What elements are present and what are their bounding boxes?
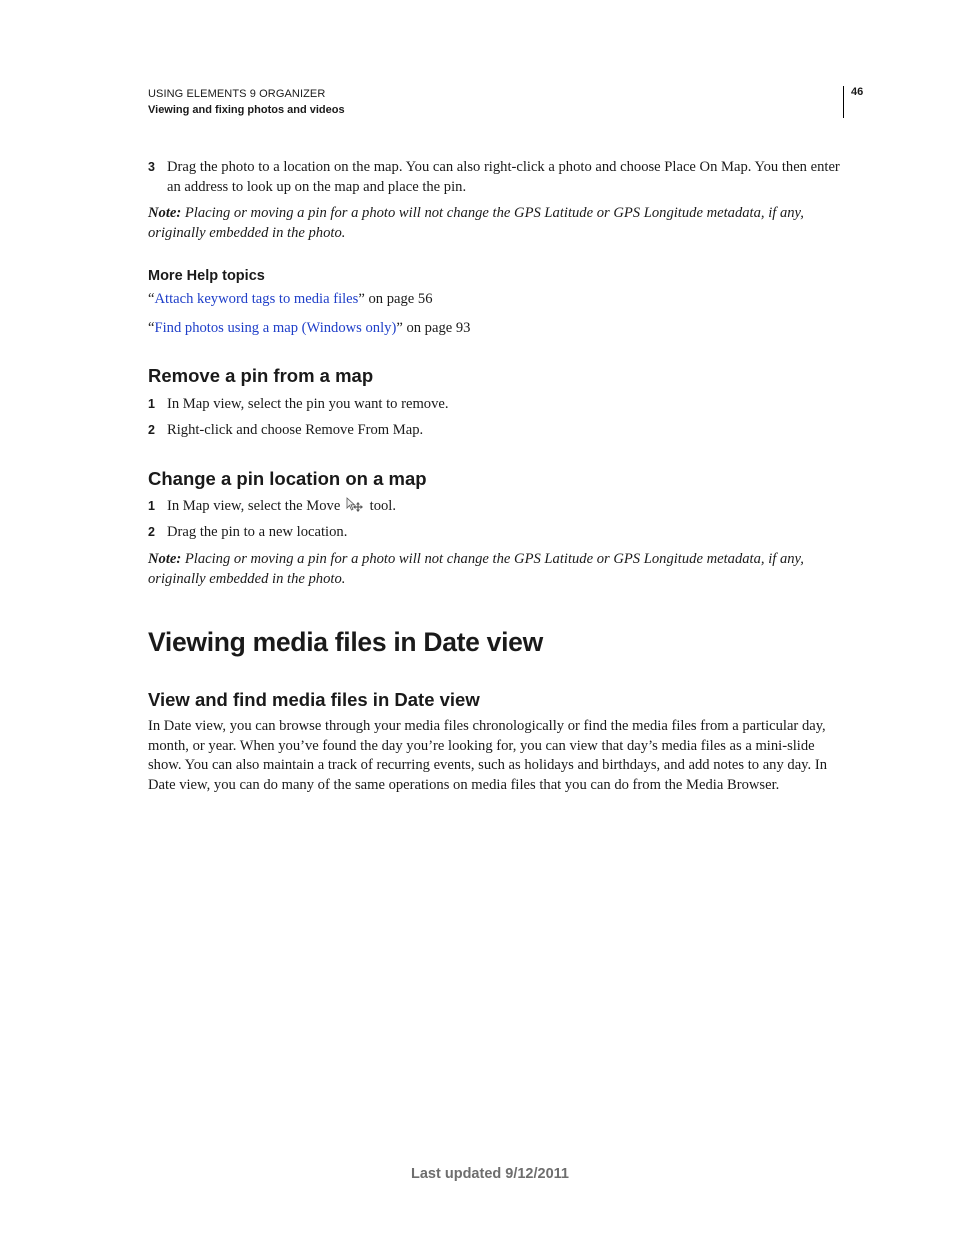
remove-step-2 xyxy=(148,420,848,440)
change-pin-heading: Change a pin location on a map xyxy=(148,468,427,489)
running-header-subtitle: Viewing and fixing photos and videos xyxy=(148,104,345,116)
more-help-heading: More Help topics xyxy=(148,268,265,284)
help-link-line-1 xyxy=(148,289,433,309)
remove-step-1 xyxy=(148,394,848,414)
note-text: Placing or moving a pin for a photo will not change the GPS Latitude or GPS Longitude metadata, if any, originally embedded in the photo. xyxy=(148,551,804,587)
header-divider xyxy=(843,86,844,118)
note-label: Note: xyxy=(148,205,182,221)
step-text: Drag the pin to a new location. xyxy=(167,524,348,540)
page-number: 46 xyxy=(851,86,864,98)
date-view-subheading: View and find media files in Date view xyxy=(148,689,480,710)
date-view-paragraph: In Date view, you can browse through your media files chronologically or find the media files from a particular day, month, or year. When you’ve found the day you’re looking for, you can view that day’s media files as a mini-slide show. You can also maintain a track of recurring events, such as holidays and birthdays, and add notes to any day. In Date view, you can do many of the same operations on media files that you can do from the Media Browser. xyxy=(148,718,827,793)
note-text: Placing or moving a pin for a photo will not change the GPS Latitude or GPS Longitude metadata, if any, originally embedded in the photo. xyxy=(148,205,804,241)
date-view-heading: Viewing media files in Date view xyxy=(148,627,543,657)
link-find-photos-map[interactable]: Find photos using a map (Windows only) xyxy=(154,320,397,336)
link-suffix: ” on page 93 xyxy=(396,320,471,336)
quote-open: “ xyxy=(148,320,155,336)
step-text: In Map view, select the pin you want to remove. xyxy=(167,396,449,412)
help-link-line-2 xyxy=(148,318,470,338)
note-gps-2 xyxy=(148,549,848,589)
step-text-before: In Map view, select the Move xyxy=(167,498,341,514)
step-number: 1 xyxy=(148,499,155,513)
link-suffix: ” on page 56 xyxy=(358,291,433,307)
step-text: Right-click and choose Remove From Map. xyxy=(167,422,424,438)
step-number: 2 xyxy=(148,423,155,437)
link-attach-keyword-tags[interactable]: Attach keyword tags to media files xyxy=(154,291,359,307)
note-gps-1 xyxy=(148,203,848,243)
remove-pin-heading: Remove a pin from a map xyxy=(148,365,374,386)
change-step-1 xyxy=(148,496,848,516)
step-text-after: tool. xyxy=(369,498,396,514)
quote-open: “ xyxy=(148,291,155,307)
change-step-2 xyxy=(148,522,848,542)
step-3 xyxy=(148,157,848,197)
step-text: Drag the photo to a location on the map. You can also right-click a photo and choose Place On Map. You then enter an address to look up on the map and place the pin. xyxy=(167,159,840,195)
running-header-title: USING ELEMENTS 9 ORGANIZER xyxy=(148,88,326,100)
note-label: Note: xyxy=(148,551,182,567)
step-number: 2 xyxy=(148,525,155,539)
step-number: 1 xyxy=(148,397,155,411)
footer-last-updated: Last updated 9/12/2011 xyxy=(411,1166,569,1182)
move-tool-icon xyxy=(346,497,364,513)
step-number: 3 xyxy=(148,160,155,174)
